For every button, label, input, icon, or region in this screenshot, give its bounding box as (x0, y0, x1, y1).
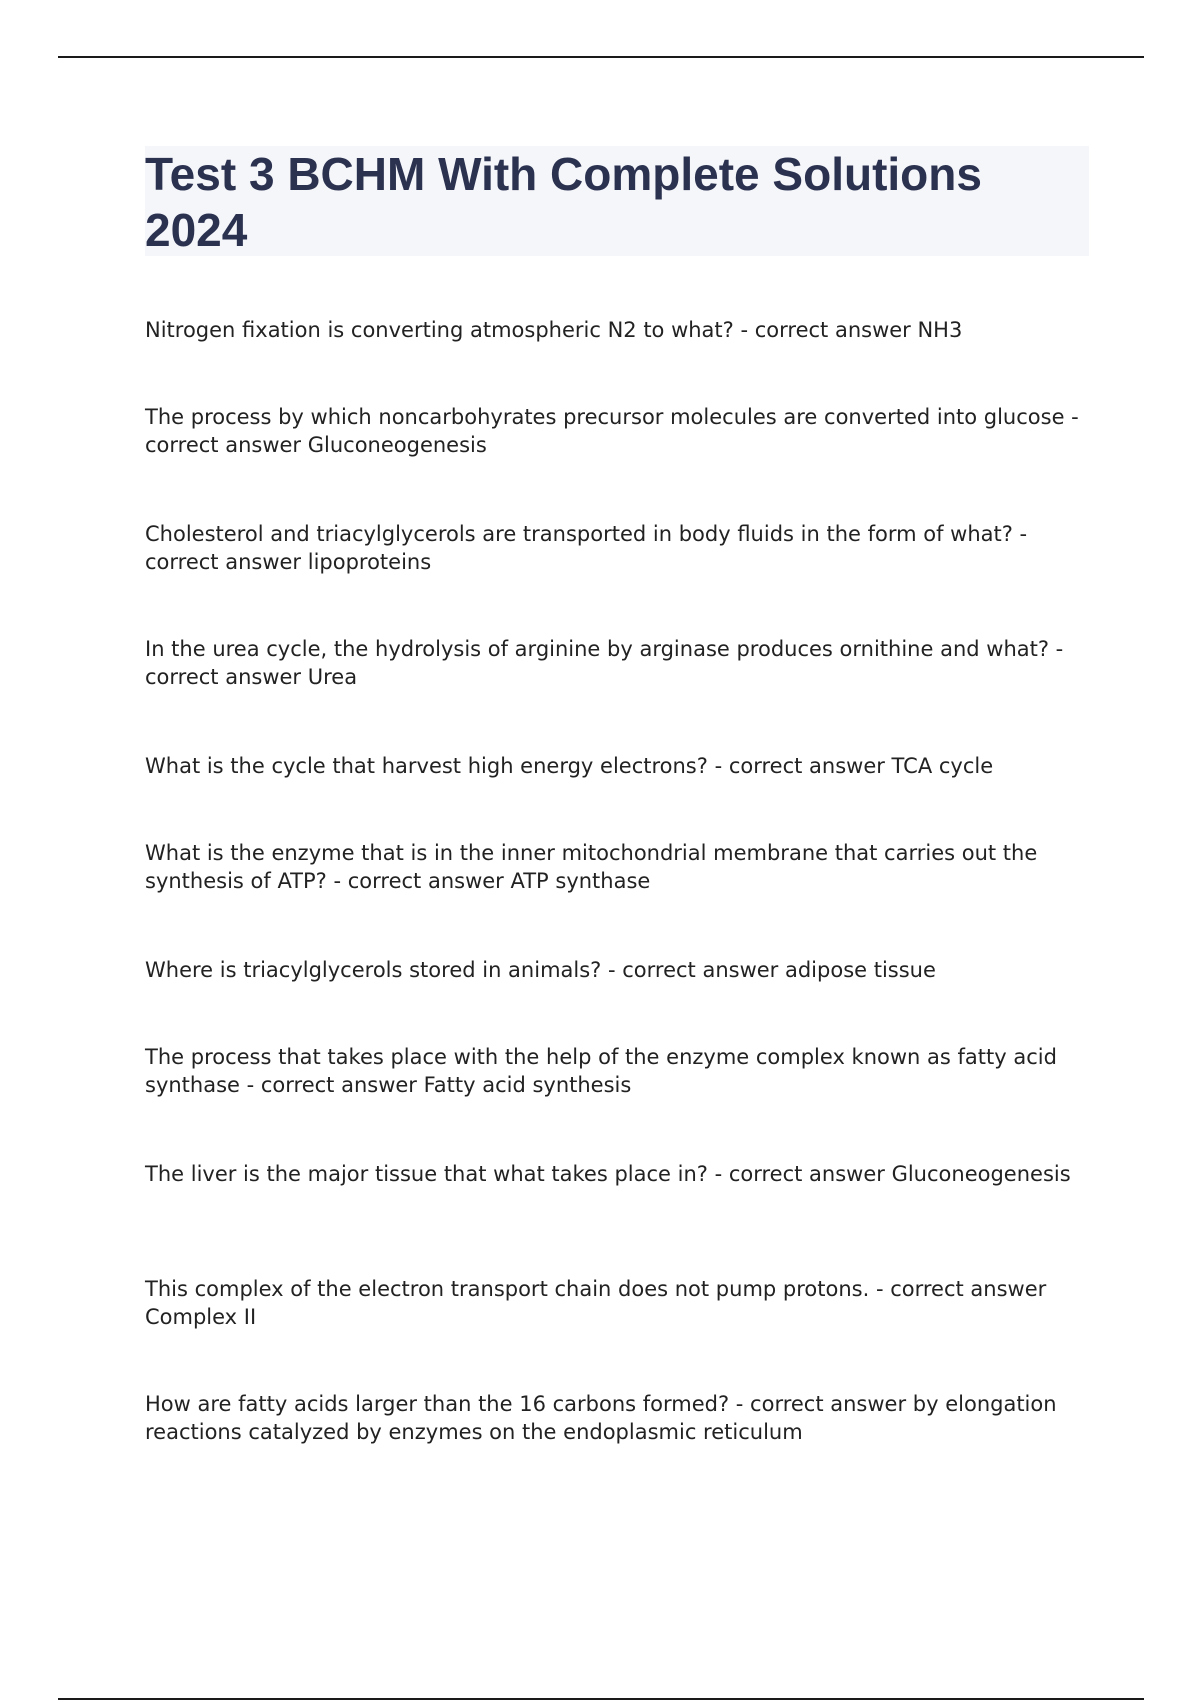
qa-item: Cholesterol and triacylglycerols are transported in body fluids in the form of what? - correct answer lipoproteins (145, 522, 1028, 574)
qa-item: Nitrogen fixation is converting atmospheric N2 to what? - correct answer NH3 (145, 318, 963, 342)
qa-item: The process that takes place with the help of the enzyme complex known as fatty acid synthase - correct answer Fatty acid synthesis (145, 1045, 1057, 1097)
qa-item: The process by which noncarbohyrates precursor molecules are converted into glucose - correct answer Gluconeogenesis (145, 405, 1079, 457)
qa-item: What is the enzyme that is in the inner mitochondrial membrane that carries out the synthesis of ATP? - correct answer ATP synthase (145, 841, 1038, 893)
qa-item: In the urea cycle, the hydrolysis of arginine by arginase produces ornithine and what? - correct answer Urea (145, 637, 1064, 689)
qa-item: What is the cycle that harvest high energy electrons? - correct answer TCA cycle (145, 754, 994, 778)
qa-item: This complex of the electron transport chain does not pump protons. - correct answer Complex II (145, 1277, 1047, 1329)
qa-item: The liver is the major tissue that what takes place in? - correct answer Gluconeogenesis (145, 1162, 1071, 1186)
qa-item: How are fatty acids larger than the 16 carbons formed? - correct answer by elongation reactions catalyzed by enzymes on the endoplasmic reticulum (145, 1392, 1057, 1444)
qa-item: Where is triacylglycerols stored in animals? - correct answer adipose tissue (145, 958, 936, 982)
document-title: Test 3 BCHM With Complete Solutions 2024 (145, 148, 982, 256)
top-divider (58, 56, 1144, 58)
title-banner (145, 146, 1089, 256)
